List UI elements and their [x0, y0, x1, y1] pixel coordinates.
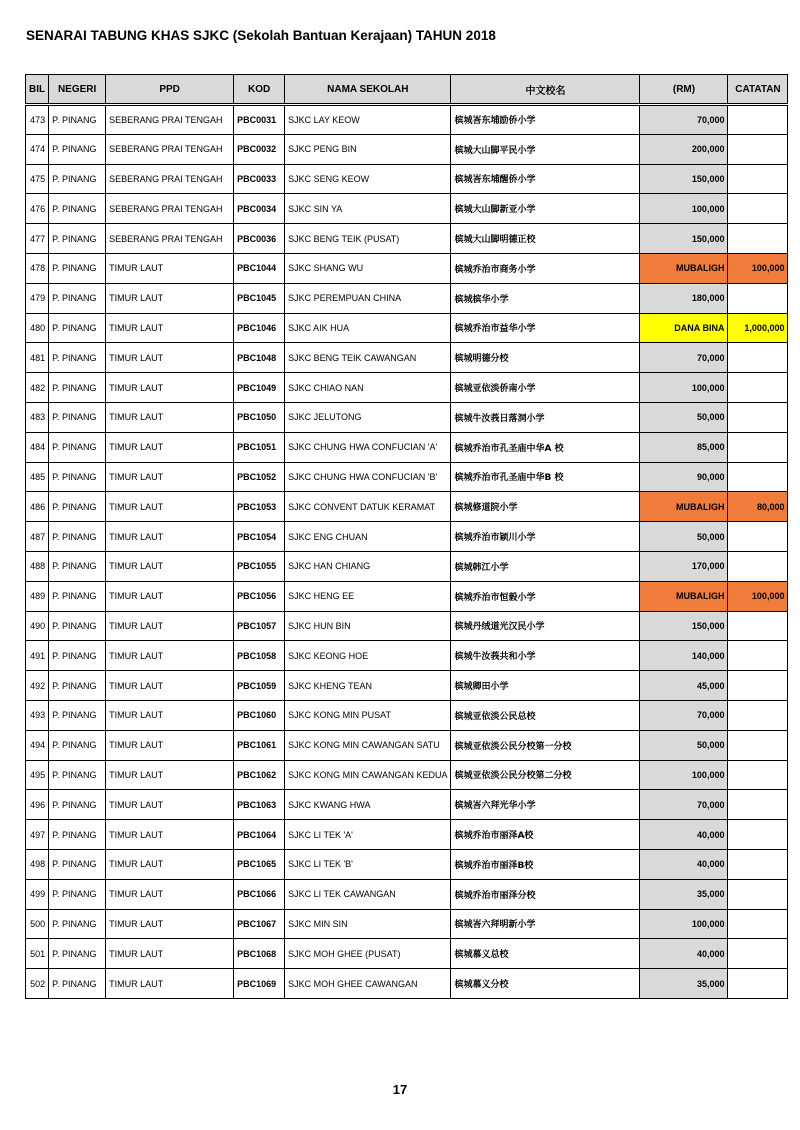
table-row [26, 134, 788, 164]
cell-nama-sekolah: SJKC BENG TEIK CAWANGAN [285, 343, 451, 373]
cell-bil: 479 [26, 283, 49, 313]
cell-nama-sekolah: SJKC LI TEK CAWANGAN [285, 879, 451, 909]
cell-negeri: P. PINANG [49, 253, 106, 283]
cell-amount-rm: 90,000 [640, 462, 728, 492]
table-row [26, 969, 788, 999]
cell-bil: 481 [26, 343, 49, 373]
cell-chinese-name: 槟城大山脚明德正校 [451, 224, 640, 254]
cell-chinese-name: 槟城乔治市益华小学 [451, 313, 640, 343]
cell-negeri: P. PINANG [49, 611, 106, 641]
cell-bil: 501 [26, 939, 49, 969]
table-header-row [26, 75, 788, 105]
col-header-nama: NAMA SEKOLAH [285, 75, 451, 105]
cell-amount-rm: 40,000 [640, 849, 728, 879]
cell-chinese-name: 槟城牛汝莪共和小学 [451, 641, 640, 671]
cell-bil: 477 [26, 224, 49, 254]
cell-chinese-name: 槟城亚依淡公民分校第一分校 [451, 730, 640, 760]
table-row [26, 879, 788, 909]
cell-catatan [728, 224, 788, 254]
cell-bil: 498 [26, 849, 49, 879]
table-row [26, 402, 788, 432]
cell-ppd: TIMUR LAUT [106, 909, 234, 939]
cell-ppd: TIMUR LAUT [106, 343, 234, 373]
cell-bil: 487 [26, 522, 49, 552]
table-row [26, 283, 788, 313]
cell-catatan [728, 909, 788, 939]
cell-kod: PBC1069 [234, 969, 285, 999]
cell-nama-sekolah: SJKC KONG MIN CAWANGAN KEDUA [285, 760, 451, 790]
cell-chinese-name: 槟城慕义总校 [451, 939, 640, 969]
cell-catatan [728, 820, 788, 850]
cell-amount-rm: 50,000 [640, 522, 728, 552]
cell-bil: 483 [26, 402, 49, 432]
cell-amount-rm: 180,000 [640, 283, 728, 313]
cell-ppd: SEBERANG PRAI TENGAH [106, 164, 234, 194]
table-row [26, 224, 788, 254]
table-row [26, 849, 788, 879]
table-row [26, 730, 788, 760]
cell-nama-sekolah: SJKC HUN BIN [285, 611, 451, 641]
table-row [26, 373, 788, 403]
cell-ppd: TIMUR LAUT [106, 432, 234, 462]
cell-kod: PBC1059 [234, 671, 285, 701]
cell-bil: 490 [26, 611, 49, 641]
cell-catatan [728, 134, 788, 164]
cell-chinese-name: 槟城明德分校 [451, 343, 640, 373]
cell-catatan: 100,000 [728, 581, 788, 611]
cell-nama-sekolah: SJKC HENG EE [285, 581, 451, 611]
table-row [26, 432, 788, 462]
cell-bil: 486 [26, 492, 49, 522]
cell-negeri: P. PINANG [49, 343, 106, 373]
cell-bil: 480 [26, 313, 49, 343]
cell-nama-sekolah: SJKC KONG MIN CAWANGAN SATU [285, 730, 451, 760]
cell-catatan [728, 760, 788, 790]
cell-chinese-name: 槟城大山脚新亚小学 [451, 194, 640, 224]
cell-ppd: TIMUR LAUT [106, 551, 234, 581]
cell-negeri: P. PINANG [49, 879, 106, 909]
cell-kod: PBC0034 [234, 194, 285, 224]
cell-amount-rm: 35,000 [640, 879, 728, 909]
cell-chinese-name: 槟城峇东埔醒侨小学 [451, 164, 640, 194]
cell-kod: PBC1048 [234, 343, 285, 373]
col-header-chinese-name: 中文校名 [451, 75, 640, 105]
cell-kod: PBC1064 [234, 820, 285, 850]
cell-bil: 492 [26, 671, 49, 701]
cell-catatan: 1,000,000 [728, 313, 788, 343]
table-row [26, 253, 788, 283]
cell-nama-sekolah: SJKC PENG BIN [285, 134, 451, 164]
cell-ppd: TIMUR LAUT [106, 283, 234, 313]
cell-amount-rm: MUBALIGH [640, 492, 728, 522]
cell-amount-rm: 40,000 [640, 939, 728, 969]
col-header-kod: KOD [234, 75, 285, 105]
cell-bil: 493 [26, 700, 49, 730]
cell-chinese-name: 槟城亚依淡公民分校第二分校 [451, 760, 640, 790]
cell-ppd: SEBERANG PRAI TENGAH [106, 194, 234, 224]
cell-catatan [728, 611, 788, 641]
cell-nama-sekolah: SJKC MOH GHEE (PUSAT) [285, 939, 451, 969]
cell-catatan [728, 194, 788, 224]
cell-nama-sekolah: SJKC CHUNG HWA CONFUCIAN 'B' [285, 462, 451, 492]
cell-bil: 502 [26, 969, 49, 999]
cell-amount-rm: 150,000 [640, 164, 728, 194]
cell-negeri: P. PINANG [49, 700, 106, 730]
cell-chinese-name: 槟城牛汝莪日落洞小学 [451, 402, 640, 432]
cell-nama-sekolah: SJKC ENG CHUAN [285, 522, 451, 552]
cell-chinese-name: 槟城乔治市孔圣庙中华A 校 [451, 432, 640, 462]
cell-nama-sekolah: SJKC SIN YA [285, 194, 451, 224]
cell-negeri: P. PINANG [49, 105, 106, 135]
cell-negeri: P. PINANG [49, 313, 106, 343]
cell-nama-sekolah: SJKC BENG TEIK (PUSAT) [285, 224, 451, 254]
cell-kod: PBC1053 [234, 492, 285, 522]
cell-nama-sekolah: SJKC MOH GHEE CAWANGAN [285, 969, 451, 999]
cell-amount-rm: 150,000 [640, 611, 728, 641]
cell-bil: 489 [26, 581, 49, 611]
cell-nama-sekolah: SJKC LI TEK 'A' [285, 820, 451, 850]
cell-negeri: P. PINANG [49, 402, 106, 432]
cell-negeri: P. PINANG [49, 820, 106, 850]
cell-catatan [728, 402, 788, 432]
cell-bil: 474 [26, 134, 49, 164]
cell-kod: PBC1065 [234, 849, 285, 879]
cell-ppd: TIMUR LAUT [106, 402, 234, 432]
cell-nama-sekolah: SJKC CHIAO NAN [285, 373, 451, 403]
cell-bil: 491 [26, 641, 49, 671]
cell-catatan [728, 343, 788, 373]
cell-kod: PBC1045 [234, 283, 285, 313]
cell-catatan [728, 700, 788, 730]
cell-negeri: P. PINANG [49, 492, 106, 522]
cell-bil: 476 [26, 194, 49, 224]
cell-amount-rm: 170,000 [640, 551, 728, 581]
table-row [26, 164, 788, 194]
cell-ppd: TIMUR LAUT [106, 849, 234, 879]
cell-chinese-name: 槟城乔治市恒毅小学 [451, 581, 640, 611]
cell-bil: 497 [26, 820, 49, 850]
cell-catatan [728, 969, 788, 999]
cell-amount-rm: 85,000 [640, 432, 728, 462]
cell-kod: PBC1063 [234, 790, 285, 820]
cell-kod: PBC1060 [234, 700, 285, 730]
cell-kod: PBC1056 [234, 581, 285, 611]
table-row [26, 343, 788, 373]
cell-kod: PBC1058 [234, 641, 285, 671]
table-row [26, 790, 788, 820]
cell-negeri: P. PINANG [49, 730, 106, 760]
cell-chinese-name: 槟城乔治市丽泽A校 [451, 820, 640, 850]
cell-ppd: TIMUR LAUT [106, 969, 234, 999]
cell-ppd: TIMUR LAUT [106, 581, 234, 611]
cell-negeri: P. PINANG [49, 462, 106, 492]
page-title: SENARAI TABUNG KHAS SJKC (Sekolah Bantuan Kerajaan) TAHUN 2018 [26, 28, 496, 43]
table-row [26, 700, 788, 730]
cell-nama-sekolah: SJKC SHANG WU [285, 253, 451, 283]
cell-negeri: P. PINANG [49, 760, 106, 790]
cell-nama-sekolah: SJKC LAY KEOW [285, 105, 451, 135]
cell-bil: 500 [26, 909, 49, 939]
cell-bil: 494 [26, 730, 49, 760]
cell-ppd: TIMUR LAUT [106, 373, 234, 403]
cell-chinese-name: 槟城大山脚平民小学 [451, 134, 640, 164]
cell-catatan [728, 551, 788, 581]
cell-negeri: P. PINANG [49, 969, 106, 999]
table-row [26, 909, 788, 939]
cell-kod: PBC0036 [234, 224, 285, 254]
cell-nama-sekolah: SJKC JELUTONG [285, 402, 451, 432]
cell-negeri: P. PINANG [49, 373, 106, 403]
cell-chinese-name: 槟城乔治市颖川小学 [451, 522, 640, 552]
cell-nama-sekolah: SJKC KHENG TEAN [285, 671, 451, 701]
cell-kod: PBC1055 [234, 551, 285, 581]
cell-negeri: P. PINANG [49, 671, 106, 701]
cell-chinese-name: 槟城乔治市丽泽分校 [451, 879, 640, 909]
cell-ppd: SEBERANG PRAI TENGAH [106, 105, 234, 135]
cell-ppd: TIMUR LAUT [106, 760, 234, 790]
cell-bil: 482 [26, 373, 49, 403]
cell-amount-rm: 200,000 [640, 134, 728, 164]
cell-negeri: P. PINANG [49, 790, 106, 820]
cell-amount-rm: MUBALIGH [640, 253, 728, 283]
cell-kod: PBC1067 [234, 909, 285, 939]
cell-ppd: TIMUR LAUT [106, 462, 234, 492]
cell-catatan [728, 432, 788, 462]
table-row [26, 760, 788, 790]
cell-amount-rm: 35,000 [640, 969, 728, 999]
cell-amount-rm: 50,000 [640, 730, 728, 760]
cell-amount-rm: 100,000 [640, 373, 728, 403]
cell-amount-rm: 100,000 [640, 909, 728, 939]
cell-negeri: P. PINANG [49, 134, 106, 164]
cell-amount-rm: 70,000 [640, 105, 728, 135]
cell-bil: 485 [26, 462, 49, 492]
cell-ppd: TIMUR LAUT [106, 253, 234, 283]
cell-catatan [728, 790, 788, 820]
cell-catatan [728, 164, 788, 194]
cell-nama-sekolah: SJKC LI TEK 'B' [285, 849, 451, 879]
cell-chinese-name: 槟城慕义分校 [451, 969, 640, 999]
cell-catatan [728, 373, 788, 403]
cell-amount-rm: 45,000 [640, 671, 728, 701]
cell-ppd: TIMUR LAUT [106, 611, 234, 641]
table-row [26, 820, 788, 850]
cell-catatan [728, 730, 788, 760]
cell-amount-rm: 100,000 [640, 760, 728, 790]
cell-kod: PBC1050 [234, 402, 285, 432]
page-number: 17 [392, 1082, 408, 1097]
col-header-negeri: NEGERI [49, 75, 106, 105]
cell-chinese-name: 槟城槟华小学 [451, 283, 640, 313]
cell-catatan [728, 641, 788, 671]
cell-bil: 496 [26, 790, 49, 820]
cell-kod: PBC1061 [234, 730, 285, 760]
cell-ppd: TIMUR LAUT [106, 939, 234, 969]
table-row [26, 522, 788, 552]
cell-catatan [728, 522, 788, 552]
cell-catatan: 100,000 [728, 253, 788, 283]
col-header-catatan: CATATAN [728, 75, 788, 105]
cell-negeri: P. PINANG [49, 432, 106, 462]
cell-chinese-name: 槟城峇东埔励侨小学 [451, 105, 640, 135]
cell-ppd: TIMUR LAUT [106, 492, 234, 522]
table-row [26, 671, 788, 701]
cell-bil: 478 [26, 253, 49, 283]
cell-catatan [728, 671, 788, 701]
table-row [26, 551, 788, 581]
cell-chinese-name: 槟城修道院小学 [451, 492, 640, 522]
col-header-ppd: PPD [106, 75, 234, 105]
cell-kod: PBC1046 [234, 313, 285, 343]
cell-chinese-name: 槟城韩江小学 [451, 551, 640, 581]
cell-ppd: TIMUR LAUT [106, 641, 234, 671]
cell-ppd: SEBERANG PRAI TENGAH [106, 134, 234, 164]
cell-negeri: P. PINANG [49, 909, 106, 939]
cell-ppd: TIMUR LAUT [106, 820, 234, 850]
table-row [26, 492, 788, 522]
cell-amount-rm: 70,000 [640, 790, 728, 820]
cell-nama-sekolah: SJKC AIK HUA [285, 313, 451, 343]
cell-kod: PBC1062 [234, 760, 285, 790]
cell-nama-sekolah: SJKC KEONG HOE [285, 641, 451, 671]
cell-bil: 473 [26, 105, 49, 135]
cell-negeri: P. PINANG [49, 641, 106, 671]
cell-chinese-name: 槟城乔治市丽泽B校 [451, 849, 640, 879]
cell-catatan [728, 849, 788, 879]
table-row [26, 641, 788, 671]
cell-chinese-name: 槟城亚依淡侨南小学 [451, 373, 640, 403]
cell-amount-rm: 150,000 [640, 224, 728, 254]
cell-chinese-name: 槟城峇六拜光华小学 [451, 790, 640, 820]
cell-bil: 475 [26, 164, 49, 194]
cell-negeri: P. PINANG [49, 194, 106, 224]
cell-catatan [728, 879, 788, 909]
cell-ppd: TIMUR LAUT [106, 313, 234, 343]
table-row [26, 105, 788, 135]
cell-amount-rm: 140,000 [640, 641, 728, 671]
cell-amount-rm: 70,000 [640, 700, 728, 730]
cell-kod: PBC1054 [234, 522, 285, 552]
cell-ppd: TIMUR LAUT [106, 522, 234, 552]
cell-amount-rm: 100,000 [640, 194, 728, 224]
cell-amount-rm: DANA BINA [640, 313, 728, 343]
cell-ppd: TIMUR LAUT [106, 671, 234, 701]
cell-nama-sekolah: SJKC CONVENT DATUK KERAMAT [285, 492, 451, 522]
cell-ppd: TIMUR LAUT [106, 790, 234, 820]
cell-kod: PBC1057 [234, 611, 285, 641]
table-row [26, 939, 788, 969]
col-header-bil: BIL [26, 75, 49, 105]
cell-nama-sekolah: SJKC SENG KEOW [285, 164, 451, 194]
cell-amount-rm: MUBALIGH [640, 581, 728, 611]
cell-ppd: SEBERANG PRAI TENGAH [106, 224, 234, 254]
cell-negeri: P. PINANG [49, 164, 106, 194]
cell-negeri: P. PINANG [49, 939, 106, 969]
cell-chinese-name: 槟城卿田小学 [451, 671, 640, 701]
cell-chinese-name: 槟城峇六拜明新小学 [451, 909, 640, 939]
cell-nama-sekolah: SJKC KONG MIN PUSAT [285, 700, 451, 730]
cell-chinese-name: 槟城丹绒道光汉民小学 [451, 611, 640, 641]
cell-negeri: P. PINANG [49, 283, 106, 313]
table-row [26, 462, 788, 492]
cell-negeri: P. PINANG [49, 522, 106, 552]
table-row [26, 313, 788, 343]
cell-kod: PBC1049 [234, 373, 285, 403]
cell-catatan: 80,000 [728, 492, 788, 522]
cell-chinese-name: 槟城乔治市商务小学 [451, 253, 640, 283]
col-header-rm: (RM) [640, 75, 728, 105]
cell-amount-rm: 40,000 [640, 820, 728, 850]
cell-kod: PBC1066 [234, 879, 285, 909]
cell-bil: 488 [26, 551, 49, 581]
cell-negeri: P. PINANG [49, 581, 106, 611]
cell-catatan [728, 105, 788, 135]
cell-amount-rm: 70,000 [640, 343, 728, 373]
cell-amount-rm: 50,000 [640, 402, 728, 432]
cell-kod: PBC0033 [234, 164, 285, 194]
cell-chinese-name: 槟城乔治市孔圣庙中华B 校 [451, 462, 640, 492]
cell-nama-sekolah: SJKC HAN CHIANG [285, 551, 451, 581]
cell-negeri: P. PINANG [49, 224, 106, 254]
table-body [26, 105, 788, 999]
cell-nama-sekolah: SJKC CHUNG HWA CONFUCIAN 'A' [285, 432, 451, 462]
table-row [26, 581, 788, 611]
cell-catatan [728, 283, 788, 313]
cell-catatan [728, 462, 788, 492]
cell-ppd: TIMUR LAUT [106, 730, 234, 760]
cell-chinese-name: 槟城亚依淡公民总校 [451, 700, 640, 730]
cell-kod: PBC0031 [234, 105, 285, 135]
cell-nama-sekolah: SJKC MIN SIN [285, 909, 451, 939]
cell-negeri: P. PINANG [49, 849, 106, 879]
cell-bil: 495 [26, 760, 49, 790]
cell-kod: PBC0032 [234, 134, 285, 164]
cell-negeri: P. PINANG [49, 551, 106, 581]
cell-nama-sekolah: SJKC PEREMPUAN CHINA [285, 283, 451, 313]
cell-nama-sekolah: SJKC KWANG HWA [285, 790, 451, 820]
cell-ppd: TIMUR LAUT [106, 879, 234, 909]
cell-catatan [728, 939, 788, 969]
cell-bil: 499 [26, 879, 49, 909]
cell-kod: PBC1052 [234, 462, 285, 492]
cell-bil: 484 [26, 432, 49, 462]
table-row [26, 611, 788, 641]
cell-kod: PBC1051 [234, 432, 285, 462]
cell-kod: PBC1044 [234, 253, 285, 283]
school-table [25, 74, 788, 999]
table-row [26, 194, 788, 224]
cell-kod: PBC1068 [234, 939, 285, 969]
cell-ppd: TIMUR LAUT [106, 700, 234, 730]
